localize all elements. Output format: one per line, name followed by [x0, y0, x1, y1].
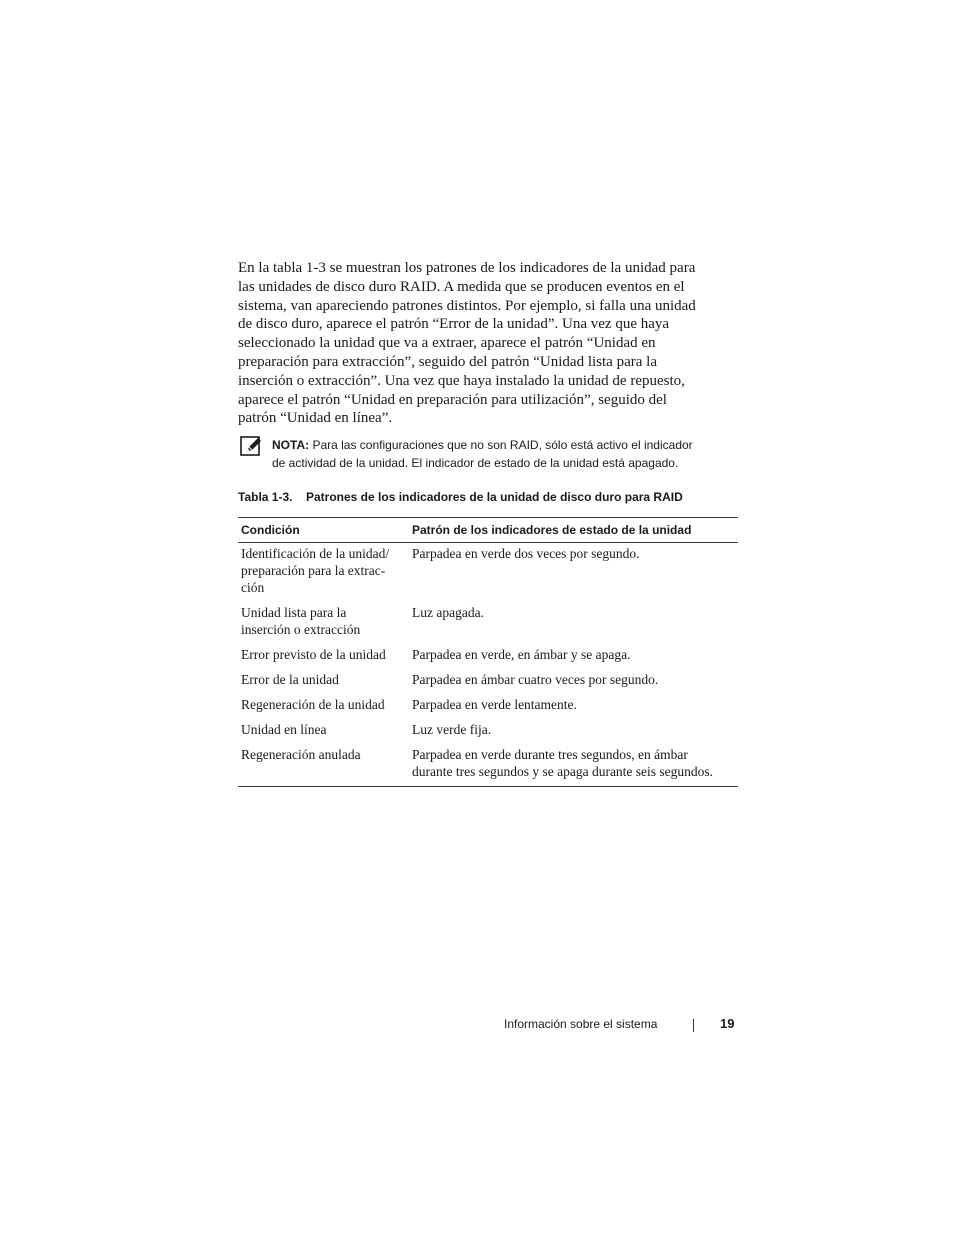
table-cell-condition: Identificación de la unidad/ preparación para la extrac- ción — [241, 546, 390, 595]
intro-paragraph: En la tabla 1-3 se muestran los patrones de los indicadores de la unidad para las unidades de disco duro RAID. A medida que se producen eventos en el sistema, van apareciendo patrones distintos. Por ejemplo, si falla una unidad de disco duro, aparece el patrón “Error de la unidad”. Una vez que haya seleccionado la unidad que va a extraer, aparece el patrón “Unidad en preparación para extracción”, seguido del patrón “Unidad lista para la inserción o extracción”. Una vez que haya instalado la unidad de repuesto, aparece el patrón “Unidad en preparación para utilización”, seguido del patrón “Unidad en línea”. — [238, 260, 696, 427]
table-cell-condition: Regeneración anulada — [241, 747, 361, 762]
note-text — [272, 436, 742, 472]
table-row — [238, 646, 738, 671]
table-row — [238, 604, 738, 646]
table-cell-pattern: Luz verde fija. — [412, 722, 492, 737]
table-row — [238, 671, 738, 696]
table-header-condition: Condición — [238, 518, 409, 543]
note-label: NOTA: — [272, 438, 310, 452]
table-caption-number: Tabla 1-3. — [238, 490, 293, 504]
table-cell-pattern: Parpadea en verde lentamente. — [412, 697, 577, 712]
table-row — [238, 696, 738, 721]
table-row — [238, 721, 738, 746]
table-cell-condition: Regeneración de la unidad — [241, 697, 385, 712]
table-caption-title: Patrones de los indicadores de la unidad de disco duro para RAID — [306, 490, 683, 504]
table-cell-condition: Unidad en línea — [241, 722, 327, 737]
table-cell-pattern: Parpadea en verde, en ámbar y se apaga. — [412, 647, 631, 662]
pencil-note-icon — [240, 435, 262, 457]
table-cell-condition: Unidad lista para la inserción o extracción — [241, 605, 361, 637]
table-cell-pattern: Luz apagada. — [412, 605, 484, 620]
table-cell-condition: Error previsto de la unidad — [241, 647, 386, 662]
note-body: Para las configuraciones que no son RAID, sólo está activo el indicador de actividad de la unidad. El indicador de estado de la unidad está apagado. — [272, 438, 693, 470]
table-cell-pattern: Parpadea en verde dos veces por segundo. — [412, 546, 640, 561]
table-cell-pattern: Parpadea en verde durante tres segundos, en ámbar durante tres segundos y se apaga durante seis segundos. — [412, 747, 714, 779]
footer-section-title: Información sobre el sistema — [504, 1017, 658, 1031]
table-cell-condition: Error de la unidad — [241, 672, 339, 687]
table-cell-pattern: Parpadea en ámbar cuatro veces por segundo. — [412, 672, 659, 687]
table-row — [238, 543, 738, 605]
table-caption — [238, 490, 683, 504]
led-pattern-table — [238, 517, 738, 787]
page-number: 19 — [720, 1016, 735, 1031]
table-header-pattern: Patrón de los indicadores de estado de la unidad — [409, 518, 738, 543]
footer-separator — [693, 1019, 694, 1032]
page-footer — [504, 1015, 738, 1035]
table-row — [238, 746, 738, 787]
table-header-row — [238, 518, 738, 543]
